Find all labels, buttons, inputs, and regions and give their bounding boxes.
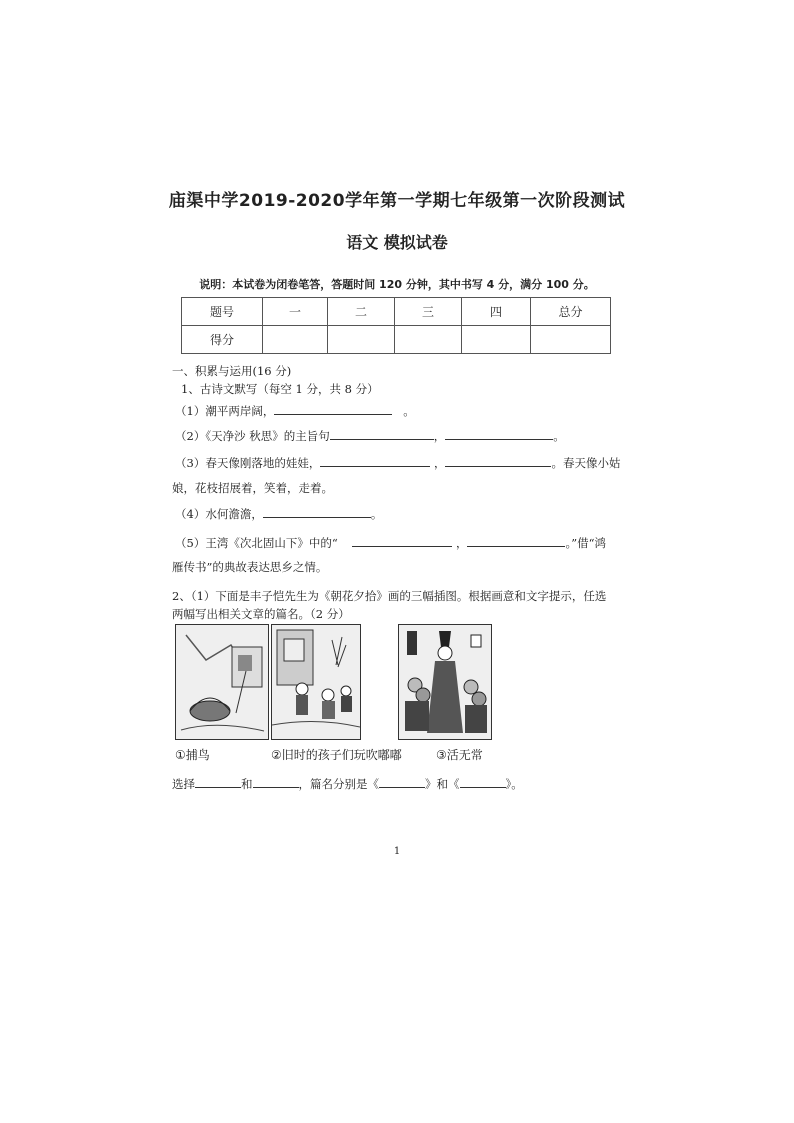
question-1-5: （5）王湾《次北固山下》中的“ ， 。”借“鸿 [175, 536, 606, 550]
caption-3: ③活无常 [436, 748, 483, 762]
answer-blank[interactable] [263, 505, 371, 518]
answer-blank[interactable] [379, 775, 425, 788]
score-cell[interactable] [328, 326, 395, 354]
answer-blank[interactable] [253, 775, 299, 788]
score-header-cell: 一 [263, 298, 328, 326]
question-2-line-1: 2、（1）下面是丰子恺先生为《朝花夕拾》画的三幅插图。根据画意和文字提示，任选 [172, 589, 607, 603]
question-1-3-continued: 娘，花枝招展着，笑着，走着。 [172, 481, 333, 495]
exam-instructions: 说明：本试卷为闭卷笔答，答题时间 120 分钟，其中书写 4 分，满分 100 分。 [199, 278, 595, 291]
score-header-cell: 二 [328, 298, 395, 326]
score-row-label: 得分 [182, 326, 263, 354]
illustration-wuchang-drawing [399, 625, 491, 739]
caption-1: ①捕鸟 [175, 748, 210, 762]
answer-blank[interactable] [467, 534, 565, 547]
question-1-title: 1、古诗文默写（每空 1 分，共 8 分） [181, 382, 379, 396]
question-2-answer-line: 选择 和 ，篇名分别是《 》和《 》。 [172, 777, 523, 791]
question-1-1: （1）潮平两岸阔， 。 [175, 404, 415, 418]
exam-subtitle: 语文 模拟试卷 [346, 233, 448, 252]
answer-blank[interactable] [445, 427, 553, 440]
section-heading: 一、积累与运用(16 分) [172, 364, 292, 378]
exam-title: 庙渠中学2019-2020学年第一学期七年级第一次阶段测试 [168, 191, 626, 211]
score-cell[interactable] [462, 326, 531, 354]
illustration-catching-birds [175, 624, 269, 740]
score-header-cell: 三 [395, 298, 462, 326]
question-2-line-2: 两幅写出相关文章的篇名。（2 分） [172, 607, 350, 621]
answer-blank[interactable] [195, 775, 241, 788]
answer-blank[interactable] [330, 427, 434, 440]
score-header-cell: 总分 [531, 298, 611, 326]
question-1-2: （2）《天净沙 秋思》的主旨句 ， 。 [175, 429, 565, 443]
answer-blank[interactable] [274, 402, 392, 415]
illustration-wuchang [398, 624, 492, 740]
illustration-children-playing-drawing [272, 625, 360, 739]
question-1-4: （4）水何澹澹， 。 [175, 507, 383, 521]
question-1-3: （3）春天像刚落地的娃娃， ， 。春天像小姑 [175, 456, 621, 470]
score-cell[interactable] [531, 326, 611, 354]
score-table [181, 297, 611, 354]
answer-blank[interactable] [445, 454, 551, 467]
illustration-catching-birds-drawing [176, 625, 268, 739]
answer-blank[interactable] [320, 454, 430, 467]
answer-blank[interactable] [460, 775, 506, 788]
answer-blank[interactable] [352, 534, 452, 547]
score-cell[interactable] [263, 326, 328, 354]
score-header-cell: 题号 [182, 298, 263, 326]
question-1-5-continued: 雁传书”的典故表达思乡之情。 [172, 560, 328, 574]
illustration-children-playing [271, 624, 361, 740]
caption-2: ②旧时的孩子们玩吹嘟嘟 [271, 748, 402, 762]
score-header-cell: 四 [462, 298, 531, 326]
page-number: 1 [393, 846, 401, 857]
score-cell[interactable] [395, 326, 462, 354]
